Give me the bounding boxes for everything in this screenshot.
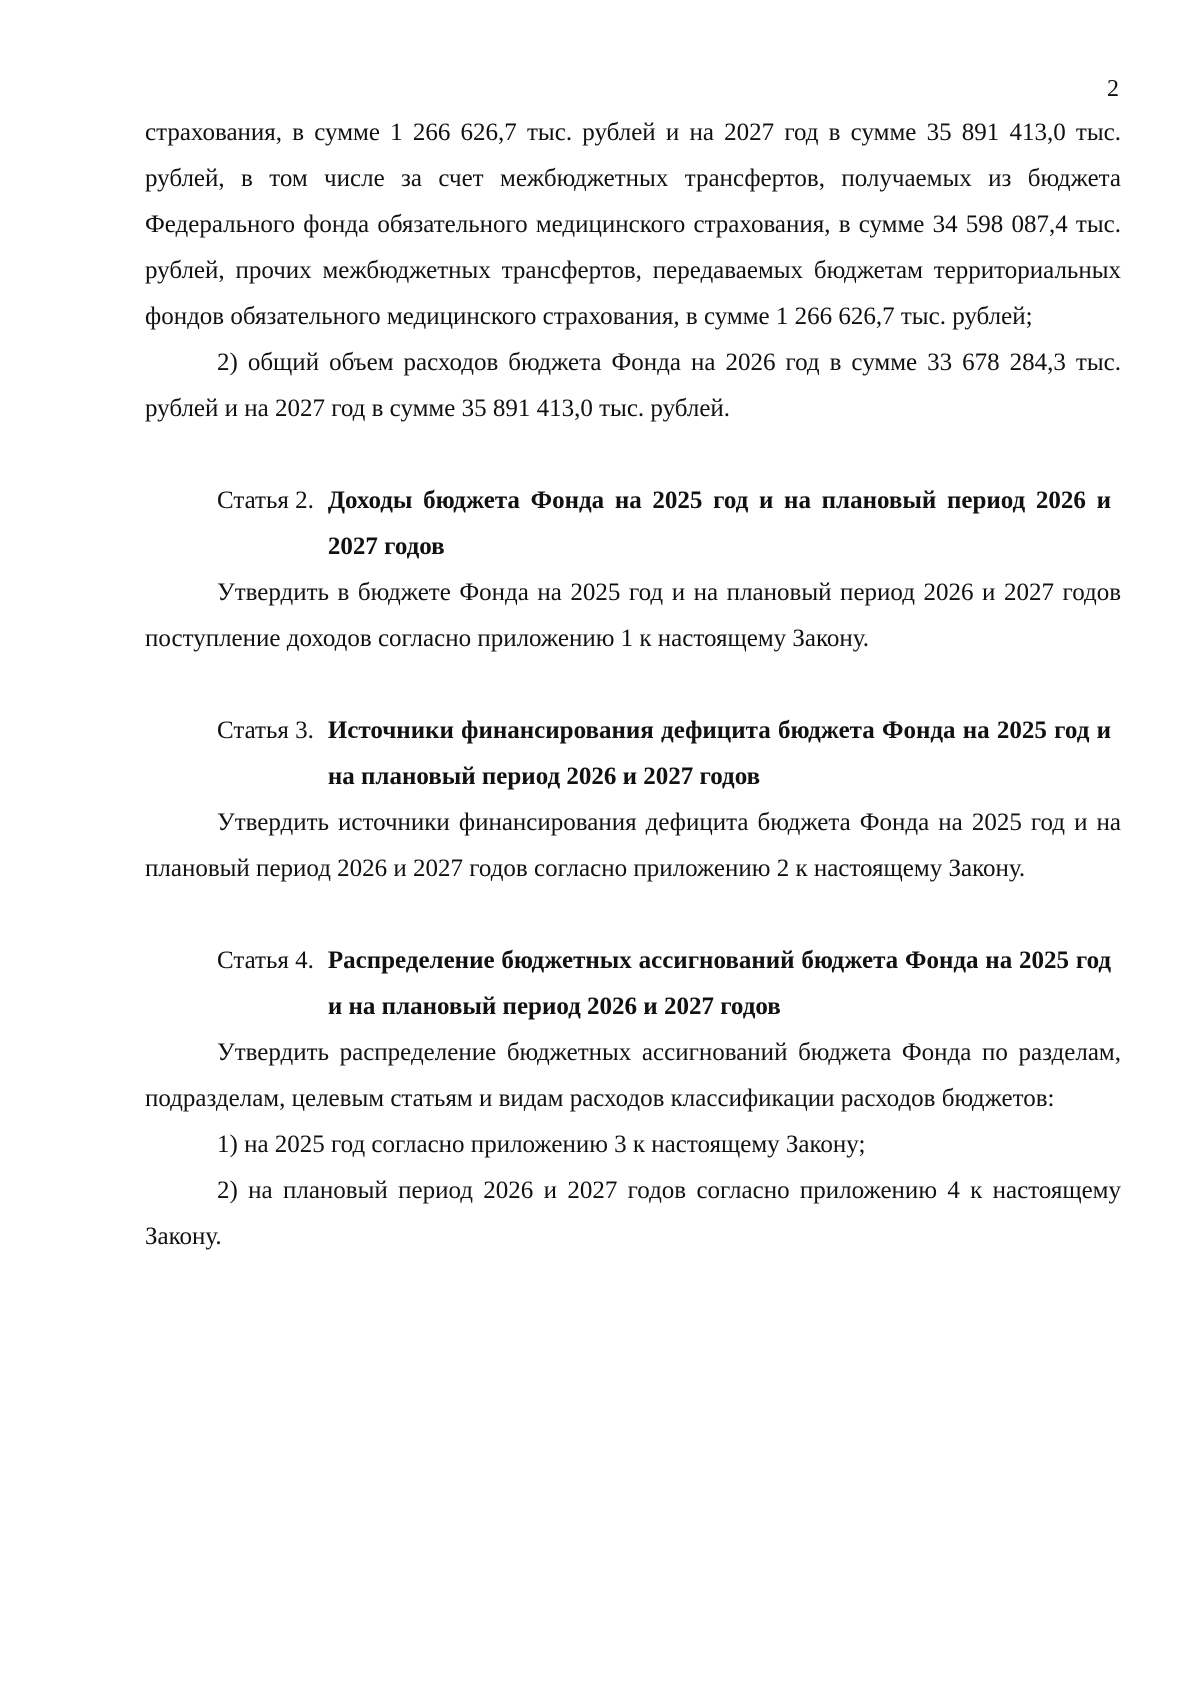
article-4-heading <box>217 938 1111 1030</box>
paragraph-expenses: 2) общий объем расходов бюджета Фонда на 2026 год в сумме 33 678 284,3 тыс. рублей и на 2027 год в сумме 35 891 413,0 тыс. рублей. <box>145 349 1121 422</box>
article-number: Статья 4. <box>217 947 314 974</box>
article-3-paragraph: Утвердить источники финансирования дефицита бюджета Фонда на 2025 год и на плановый период 2026 и 2027 годов согласно приложению 2 к настоящему Закону. <box>145 809 1121 882</box>
article-4-list-item-1: 1) на 2025 год согласно приложению 3 к настоящему Закону; <box>217 1131 866 1158</box>
article-2-heading <box>217 478 1111 570</box>
article-title: Источники финансирования дефицита бюджета Фонда на 2025 год и на плановый период 2026 и 2027 годов <box>327 717 1111 790</box>
article-4-list-item-2: 2) на плановый период 2026 и 2027 годов согласно приложению 4 к настоящему Закону. <box>145 1177 1121 1250</box>
page-number: 2 <box>1107 76 1119 102</box>
document-body <box>145 110 1121 1260</box>
article-title: Распределение бюджетных ассигнований бюджета Фонда на 2025 год и на плановый период 2026 и 2027 годов <box>327 947 1111 1020</box>
article-3-heading <box>217 708 1111 800</box>
article-title: Доходы бюджета Фонда на 2025 год и на плановый период 2026 и 2027 годов <box>327 487 1111 560</box>
article-4-paragraph: Утвердить распределение бюджетных ассигнований бюджета Фонда по разделам, подразделам, целевым статьям и видам расходов классификации расходов бюджетов: <box>145 1039 1121 1112</box>
article-number: Статья 2. <box>217 487 314 514</box>
article-number: Статья 3. <box>217 717 314 744</box>
paragraph-continuation: страхования, в сумме 1 266 626,7 тыс. рублей и на 2027 год в сумме 35 891 413,0 тыс. рублей, в том числе за счет межбюджетных трансфертов, получаемых из бюджета Федерального фонда обязательного медицинского страхования, в сумме 34 598 087,4 тыс. рублей, прочих межбюджетных трансфертов, передаваемых бюджетам территориальных фондов обязательного медицинского страхования, в сумме 1 266 626,7 тыс. рублей; <box>145 119 1121 330</box>
article-2-paragraph: Утвердить в бюджете Фонда на 2025 год и на плановый период 2026 и 2027 годов поступление доходов согласно приложению 1 к настоящему Закону. <box>145 579 1121 652</box>
